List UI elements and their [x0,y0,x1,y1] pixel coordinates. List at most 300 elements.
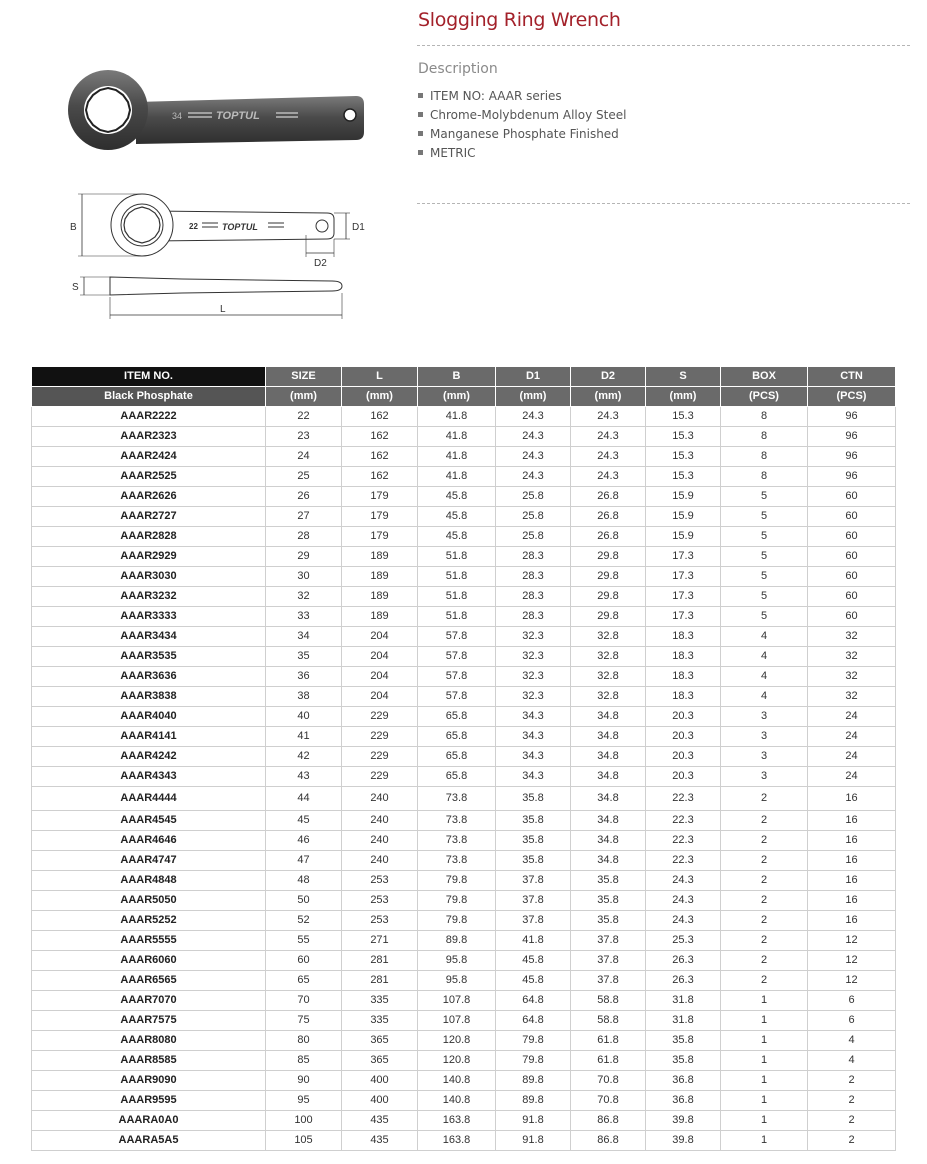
table-row [32,687,896,707]
cell-d2: 32.8 [571,627,646,647]
cell-ctn: 6 [808,991,896,1011]
cell-b: 95.8 [418,951,496,971]
cell-d2: 34.8 [571,787,646,811]
cell-ctn: 4 [808,1051,896,1071]
cell-s: 15.3 [646,467,721,487]
cell-b: 73.8 [418,831,496,851]
cell-item-no: AAAR8585 [32,1051,266,1071]
cell-d2: 35.8 [571,911,646,931]
cell-size: 45 [266,811,342,831]
cell-s: 15.9 [646,507,721,527]
cell-ctn: 12 [808,971,896,991]
cell-ctn: 24 [808,727,896,747]
cell-l: 162 [342,427,418,447]
table-row [32,467,896,487]
header-unit: (mm) [571,387,646,407]
cell-s: 18.3 [646,687,721,707]
cell-d2: 37.8 [571,951,646,971]
cell-s: 25.3 [646,931,721,951]
cell-box: 5 [721,527,808,547]
cell-l: 204 [342,687,418,707]
cell-s: 24.3 [646,911,721,931]
cell-l: 435 [342,1131,418,1151]
cell-d1: 35.8 [496,851,571,871]
cell-size: 90 [266,1071,342,1091]
cell-size: 34 [266,627,342,647]
table-row [32,667,896,687]
cell-size: 47 [266,851,342,871]
cell-d2: 70.8 [571,1071,646,1091]
cell-ctn: 16 [808,787,896,811]
cell-size: 29 [266,547,342,567]
cell-l: 162 [342,407,418,427]
cell-d1: 24.3 [496,447,571,467]
cell-item-no: AAAR2525 [32,467,266,487]
cell-box: 5 [721,567,808,587]
cell-d1: 45.8 [496,971,571,991]
cell-s: 20.3 [646,747,721,767]
cell-b: 73.8 [418,851,496,871]
cell-ctn: 32 [808,647,896,667]
cell-d2: 34.8 [571,767,646,787]
table-row [32,1071,896,1091]
cell-d2: 34.8 [571,747,646,767]
cell-l: 189 [342,587,418,607]
cell-ctn: 24 [808,747,896,767]
cell-box: 4 [721,627,808,647]
cell-d1: 32.3 [496,627,571,647]
cell-s: 31.8 [646,991,721,1011]
cell-box: 1 [721,991,808,1011]
cell-s: 36.8 [646,1091,721,1111]
description-item: METRIC [418,146,626,165]
cell-item-no: AAAR6565 [32,971,266,991]
cell-item-no: AAAR9595 [32,1091,266,1111]
cell-d1: 35.8 [496,811,571,831]
cell-l: 240 [342,851,418,871]
cell-size: 32 [266,587,342,607]
cell-box: 2 [721,787,808,811]
cell-s: 18.3 [646,667,721,687]
cell-d2: 32.8 [571,647,646,667]
cell-b: 51.8 [418,607,496,627]
cell-size: 36 [266,667,342,687]
cell-b: 73.8 [418,787,496,811]
cell-size: 42 [266,747,342,767]
header-box: BOX [721,367,808,387]
cell-d2: 24.3 [571,467,646,487]
cell-size: 23 [266,427,342,447]
cell-l: 400 [342,1091,418,1111]
cell-d1: 28.3 [496,587,571,607]
diagram-size-marking: 22 [189,222,198,231]
cell-item-no: AAAR5050 [32,891,266,911]
cell-ctn: 2 [808,1091,896,1111]
cell-box: 2 [721,971,808,991]
cell-s: 39.8 [646,1111,721,1131]
cell-s: 24.3 [646,891,721,911]
cell-d1: 37.8 [496,891,571,911]
cell-item-no: AAAR9090 [32,1071,266,1091]
cell-ctn: 24 [808,767,896,787]
cell-l: 253 [342,871,418,891]
header-unit: (mm) [266,387,342,407]
table-row [32,787,896,811]
cell-size: 70 [266,991,342,1011]
cell-d2: 34.8 [571,811,646,831]
cell-l: 204 [342,647,418,667]
cell-l: 204 [342,667,418,687]
cell-d2: 34.8 [571,707,646,727]
cell-d2: 32.8 [571,687,646,707]
cell-l: 240 [342,787,418,811]
cell-size: 105 [266,1131,342,1151]
cell-l: 365 [342,1051,418,1071]
cell-s: 36.8 [646,1071,721,1091]
cell-ctn: 12 [808,931,896,951]
cell-d2: 34.8 [571,851,646,871]
cell-ctn: 2 [808,1131,896,1151]
header-unit: (PCS) [721,387,808,407]
cell-b: 45.8 [418,527,496,547]
cell-box: 1 [721,1011,808,1031]
cell-l: 240 [342,811,418,831]
cell-d1: 25.8 [496,507,571,527]
cell-b: 57.8 [418,667,496,687]
cell-size: 48 [266,871,342,891]
cell-l: 400 [342,1071,418,1091]
cell-size: 24 [266,447,342,467]
cell-ctn: 16 [808,871,896,891]
cell-ctn: 6 [808,1011,896,1031]
header-l: L [342,367,418,387]
cell-ctn: 24 [808,707,896,727]
cell-size: 43 [266,767,342,787]
cell-l: 189 [342,567,418,587]
cell-item-no: AAAR3434 [32,627,266,647]
cell-size: 27 [266,507,342,527]
photo-size-marking: 34 [172,111,183,121]
cell-s: 22.3 [646,831,721,851]
header-unit: (mm) [496,387,571,407]
cell-b: 79.8 [418,871,496,891]
cell-ctn: 2 [808,1071,896,1091]
cell-item-no: AAAR3333 [32,607,266,627]
cell-l: 162 [342,447,418,467]
cell-item-no: AAAR4242 [32,747,266,767]
table-row [32,607,896,627]
header-item-no: ITEM NO. [32,367,266,387]
cell-box: 2 [721,911,808,931]
cell-d2: 37.8 [571,971,646,991]
cell-item-no: AAAR6060 [32,951,266,971]
table-row [32,587,896,607]
cell-item-no: AAAR3636 [32,667,266,687]
cell-item-no: AAAR2222 [32,407,266,427]
cell-d1: 79.8 [496,1031,571,1051]
cell-b: 41.8 [418,447,496,467]
cell-d1: 34.3 [496,727,571,747]
cell-ctn: 96 [808,427,896,447]
dimension-label-d2: D2 [314,258,327,269]
cell-b: 45.8 [418,487,496,507]
diagram-brand-marking: TOPTUL [222,222,258,232]
table-row [32,1091,896,1111]
cell-ctn: 16 [808,891,896,911]
cell-box: 2 [721,931,808,951]
cell-s: 15.3 [646,447,721,467]
table-row [32,971,896,991]
cell-b: 107.8 [418,991,496,1011]
cell-item-no: AAAR2929 [32,547,266,567]
cell-b: 73.8 [418,811,496,831]
cell-b: 89.8 [418,931,496,951]
cell-l: 204 [342,627,418,647]
cell-d1: 45.8 [496,951,571,971]
cell-d1: 24.3 [496,427,571,447]
cell-b: 57.8 [418,627,496,647]
table-row [32,1051,896,1071]
cell-s: 20.3 [646,707,721,727]
cell-l: 189 [342,547,418,567]
cell-box: 1 [721,1111,808,1131]
dimension-label-s: S [72,282,79,293]
cell-box: 1 [721,1051,808,1071]
cell-s: 31.8 [646,1011,721,1031]
cell-ctn: 32 [808,687,896,707]
cell-l: 229 [342,707,418,727]
cell-d1: 35.8 [496,787,571,811]
cell-b: 65.8 [418,767,496,787]
cell-item-no: AAAR4343 [32,767,266,787]
cell-item-no: AAAR5252 [32,911,266,931]
cell-d1: 34.3 [496,747,571,767]
cell-ctn: 60 [808,547,896,567]
cell-ctn: 96 [808,407,896,427]
bullet-square-icon [418,93,423,98]
cell-s: 15.3 [646,427,721,447]
cell-l: 179 [342,487,418,507]
table-row [32,647,896,667]
table-row [32,547,896,567]
cell-d2: 86.8 [571,1131,646,1151]
cell-size: 30 [266,567,342,587]
cell-box: 8 [721,467,808,487]
header-d1: D1 [496,367,571,387]
cell-size: 33 [266,607,342,627]
cell-d1: 24.3 [496,407,571,427]
table-row [32,851,896,871]
cell-item-no: AAAR2424 [32,447,266,467]
cell-d2: 29.8 [571,567,646,587]
cell-box: 2 [721,831,808,851]
cell-l: 253 [342,891,418,911]
bullet-square-icon [418,150,423,155]
cell-size: 46 [266,831,342,851]
cell-d1: 91.8 [496,1111,571,1131]
cell-box: 1 [721,1131,808,1151]
cell-l: 229 [342,727,418,747]
cell-b: 41.8 [418,467,496,487]
cell-item-no: AAAR2727 [32,507,266,527]
cell-s: 17.3 [646,567,721,587]
table-row [32,487,896,507]
cell-l: 179 [342,527,418,547]
cell-size: 28 [266,527,342,547]
cell-b: 57.8 [418,687,496,707]
cell-d1: 32.3 [496,647,571,667]
table-row [32,1131,896,1151]
cell-item-no: AAAR3535 [32,647,266,667]
cell-b: 65.8 [418,727,496,747]
cell-ctn: 4 [808,1031,896,1051]
description-item: Chrome-Molybdenum Alloy Steel [418,108,626,127]
table-row [32,811,896,831]
cell-item-no: AAAR3030 [32,567,266,587]
cell-b: 51.8 [418,567,496,587]
cell-item-no: AAAR4141 [32,727,266,747]
cell-size: 60 [266,951,342,971]
cell-b: 65.8 [418,747,496,767]
table-row [32,767,896,787]
table-row [32,1111,896,1131]
cell-ctn: 12 [808,951,896,971]
header-unit: (mm) [646,387,721,407]
header-unit: (mm) [342,387,418,407]
cell-size: 25 [266,467,342,487]
dimension-label-d1: D1 [352,222,365,233]
cell-item-no: AAAR4747 [32,851,266,871]
cell-box: 3 [721,767,808,787]
cell-box: 3 [721,727,808,747]
cell-item-no: AAAR5555 [32,931,266,951]
cell-box: 5 [721,507,808,527]
table-row [32,567,896,587]
cell-size: 40 [266,707,342,727]
cell-l: 365 [342,1031,418,1051]
cell-d1: 24.3 [496,467,571,487]
header-d2: D2 [571,367,646,387]
cell-item-no: AAAR4848 [32,871,266,891]
cell-d1: 37.8 [496,911,571,931]
cell-size: 50 [266,891,342,911]
cell-ctn: 16 [808,851,896,871]
cell-ctn: 16 [808,831,896,851]
cell-d2: 35.8 [571,871,646,891]
cell-l: 335 [342,991,418,1011]
cell-l: 271 [342,931,418,951]
cell-d1: 89.8 [496,1091,571,1111]
cell-size: 44 [266,787,342,811]
cell-size: 35 [266,647,342,667]
cell-box: 8 [721,427,808,447]
cell-d1: 91.8 [496,1131,571,1151]
cell-item-no: AAARA5A5 [32,1131,266,1151]
divider [417,203,910,204]
cell-b: 45.8 [418,507,496,527]
cell-item-no: AAAR8080 [32,1031,266,1051]
cell-d1: 32.3 [496,687,571,707]
cell-box: 3 [721,747,808,767]
cell-s: 20.3 [646,767,721,787]
cell-item-no: AAAR7070 [32,991,266,1011]
cell-d1: 34.3 [496,767,571,787]
bullet-square-icon [418,131,423,136]
cell-b: 95.8 [418,971,496,991]
cell-ctn: 60 [808,507,896,527]
header-ctn: CTN [808,367,896,387]
cell-size: 55 [266,931,342,951]
cell-l: 229 [342,747,418,767]
cell-item-no: AAAR4646 [32,831,266,851]
table-row [32,951,896,971]
cell-s: 39.8 [646,1131,721,1151]
cell-d2: 61.8 [571,1031,646,1051]
cell-s: 35.8 [646,1031,721,1051]
dimension-label-l: L [220,304,226,315]
cell-box: 1 [721,1091,808,1111]
description-list [418,89,626,165]
cell-b: 163.8 [418,1111,496,1131]
cell-l: 253 [342,911,418,931]
cell-l: 179 [342,507,418,527]
cell-box: 5 [721,607,808,627]
cell-l: 335 [342,1011,418,1031]
cell-b: 51.8 [418,547,496,567]
cell-l: 162 [342,467,418,487]
cell-item-no: AAAR2828 [32,527,266,547]
cell-d2: 32.8 [571,667,646,687]
description-heading: Description [418,61,498,77]
cell-d1: 37.8 [496,871,571,891]
header-b: B [418,367,496,387]
cell-d1: 64.8 [496,991,571,1011]
cell-size: 22 [266,407,342,427]
cell-item-no: AAAR3232 [32,587,266,607]
cell-s: 18.3 [646,647,721,667]
cell-ctn: 16 [808,911,896,931]
cell-ctn: 60 [808,487,896,507]
table-row [32,831,896,851]
cell-item-no: AAAR2626 [32,487,266,507]
cell-ctn: 60 [808,607,896,627]
cell-l: 281 [342,971,418,991]
cell-d2: 29.8 [571,587,646,607]
table-row [32,727,896,747]
cell-box: 2 [721,951,808,971]
table-row [32,447,896,467]
product-title: Slogging Ring Wrench [418,9,621,31]
cell-d1: 64.8 [496,1011,571,1031]
cell-d1: 35.8 [496,831,571,851]
cell-s: 22.3 [646,851,721,871]
cell-b: 51.8 [418,587,496,607]
cell-d2: 61.8 [571,1051,646,1071]
table-row [32,1031,896,1051]
cell-size: 65 [266,971,342,991]
cell-d2: 24.3 [571,427,646,447]
header-finish: Black Phosphate [32,387,266,407]
cell-box: 5 [721,487,808,507]
cell-s: 22.3 [646,811,721,831]
cell-b: 65.8 [418,707,496,727]
table-row [32,627,896,647]
bullet-square-icon [418,112,423,117]
cell-s: 26.3 [646,951,721,971]
cell-l: 281 [342,951,418,971]
cell-s: 15.3 [646,407,721,427]
cell-b: 163.8 [418,1131,496,1151]
